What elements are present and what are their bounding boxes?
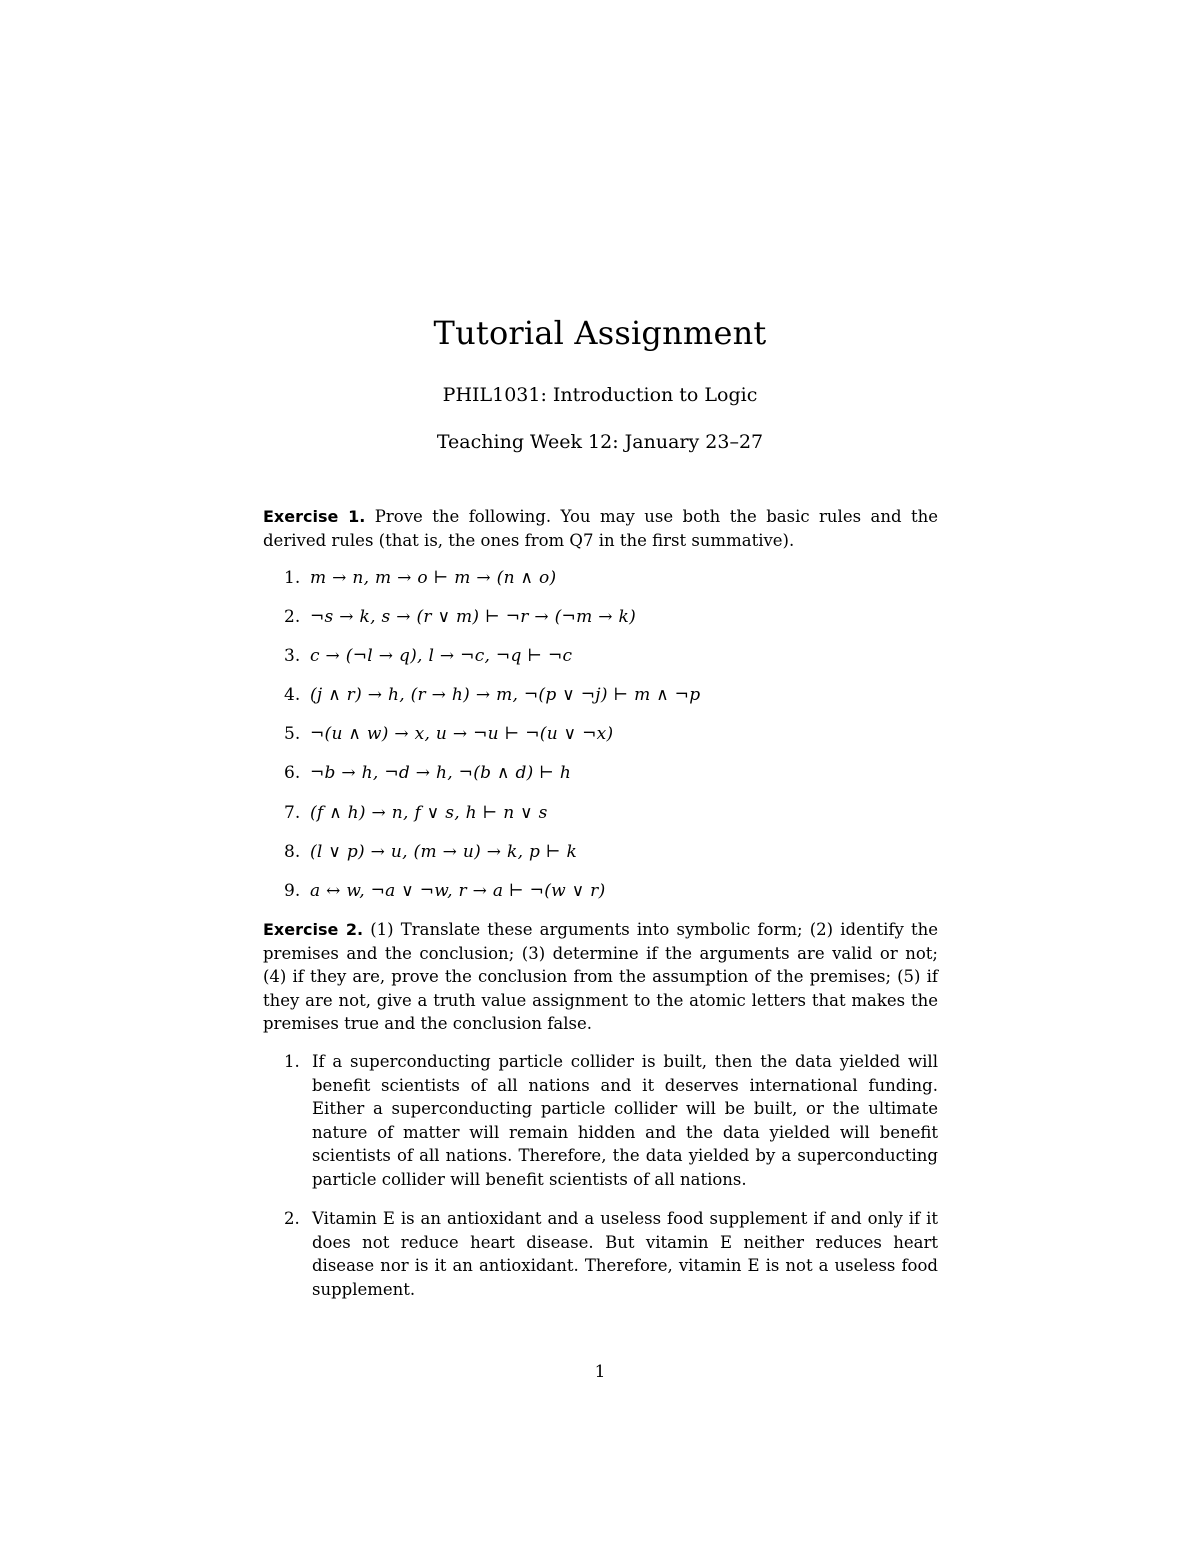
formula-text: ¬(u ∧ w) → x, u → ¬u ⊢ ¬(u ∨ ¬x) xyxy=(310,724,614,745)
formula-text: (f ∧ h) → n, f ∨ s, h ⊢ n ∨ s xyxy=(310,802,548,823)
formula-text: ¬s → k, s → (r ∨ m) ⊢ ¬r → (¬m → k) xyxy=(310,607,636,628)
teaching-week: Teaching Week 12: January 23–27 xyxy=(436,431,764,453)
formula-item xyxy=(284,644,700,683)
formula-text: a ↔ w, ¬a ∨ ¬w, r → a ⊢ ¬(w ∨ r) xyxy=(310,880,606,901)
argument-text: Vitamin E is an antioxidant and a useless food supplement if and only if it does not reduce heart disease. But vitamin E neither reduces heart disease nor is it an antioxidant. Therefore, vitamin E is not a useless food supplement. xyxy=(312,1209,938,1299)
course-name: PHIL1031: Introduction to Logic xyxy=(442,384,758,406)
document-title: Tutorial Assignment xyxy=(433,314,767,352)
formula-item xyxy=(284,801,700,840)
exercise-1-formula-list xyxy=(284,566,700,918)
argument-number: 1. xyxy=(284,1052,300,1071)
formula-item xyxy=(284,840,700,879)
formula-item xyxy=(284,683,700,722)
exercise-2-argument-1 xyxy=(284,1050,938,1192)
formula-text: c → (¬l → q), l → ¬c, ¬q ⊢ ¬c xyxy=(310,646,573,667)
formula-number: 9. xyxy=(284,880,301,901)
formula-item xyxy=(284,722,700,761)
exercise-1-text: Prove the following. You may use both the basic rules and the derived rules (that is, the ones from Q7 in the first summative). xyxy=(263,507,938,550)
formula-number: 1. xyxy=(284,568,301,588)
exercise-1-intro xyxy=(263,505,938,552)
argument-item xyxy=(284,1050,938,1192)
formula-item xyxy=(284,761,700,800)
formula-text: (l ∨ p) → u, (m → u) → k, p ⊢ k xyxy=(310,841,578,862)
argument-text: If a superconducting particle collider is built, then the data yielded will benefit scientists of all nations and it deserves international funding. Either a superconducting particle collider will be built, or the ultimate nature of matter will remain hidden and the data yielded will benefit scientists of all nations. Therefore, the data yielded by a superconducting particle collider will benefit scientists of all nations. xyxy=(312,1052,938,1189)
formula-number: 8. xyxy=(284,841,301,862)
formula-number: 2. xyxy=(284,607,301,628)
argument-item xyxy=(284,1207,938,1301)
formula-text: ¬b → h, ¬d → h, ¬(b ∧ d) ⊢ h xyxy=(310,763,572,784)
formula-number: 5. xyxy=(284,724,301,745)
exercise-2-argument-2 xyxy=(284,1207,938,1301)
formula-item xyxy=(284,566,700,605)
formula-number: 6. xyxy=(284,763,301,784)
exercise-2-text: (1) Translate these arguments into symbolic form; (2) identify the premises and the conclusion; (3) determine if the arguments are valid or not; (4) if they are, prove the conclusion from the assumption of the premises; (5) if they are not, give a truth value assignment to the atomic letters that makes the premises true and the conclusion false. xyxy=(263,920,938,1034)
formula-text: m → n, m → o ⊢ m → (n ∧ o) xyxy=(310,568,557,588)
exercise-2-label: Exercise 2. xyxy=(263,920,364,939)
formula-number: 3. xyxy=(284,646,301,667)
argument-number: 2. xyxy=(284,1209,300,1228)
formula-number: 4. xyxy=(284,685,301,706)
exercise-1-label: Exercise 1. xyxy=(263,507,366,526)
formula-item xyxy=(284,605,700,644)
page-number: 1 xyxy=(594,1362,606,1382)
formula-text: (j ∧ r) → h, (r → h) → m, ¬(p ∨ ¬j) ⊢ m ∧ ¬p xyxy=(310,685,701,706)
exercise-2-intro xyxy=(263,918,938,1036)
formula-item xyxy=(284,879,700,918)
formula-number: 7. xyxy=(284,802,301,823)
